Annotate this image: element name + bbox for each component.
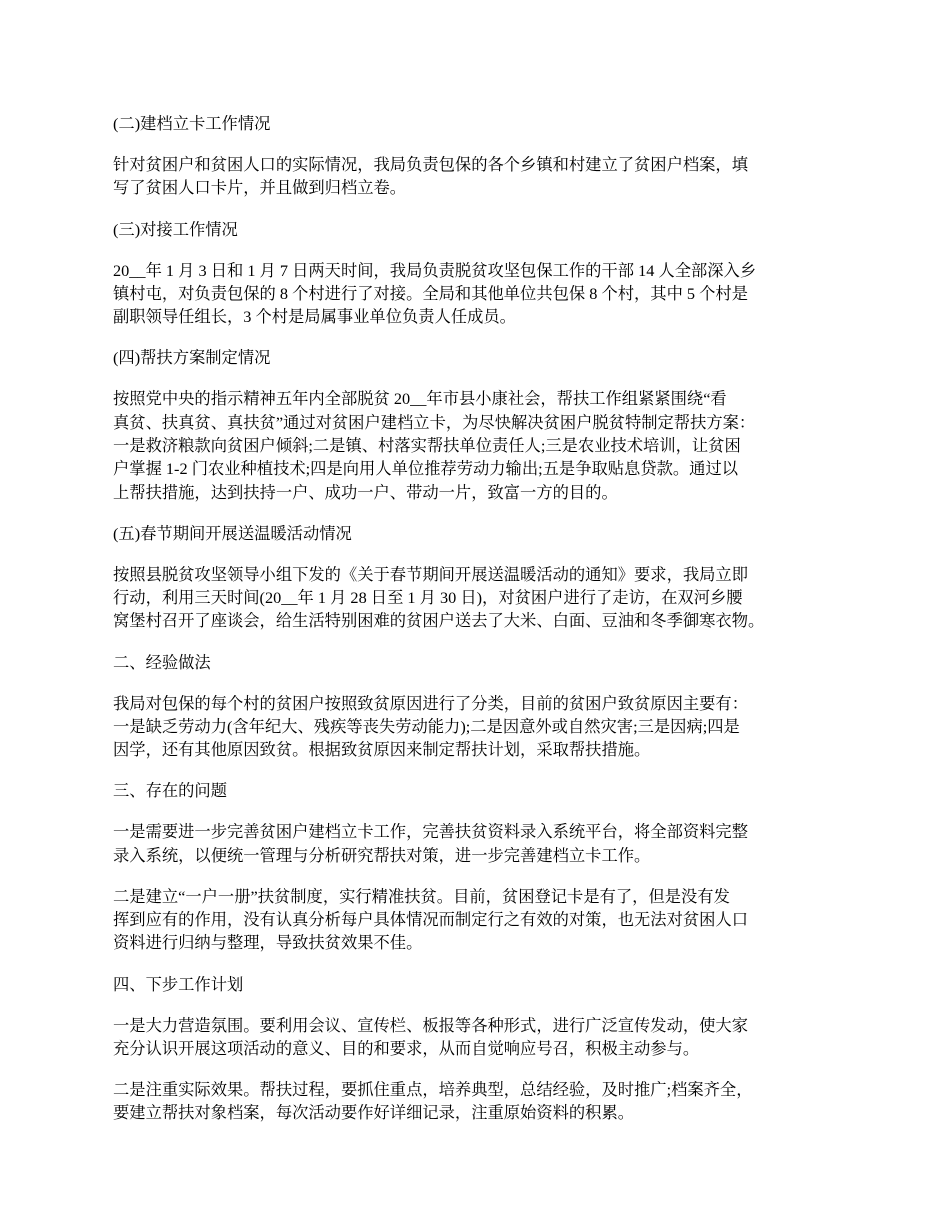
section-heading (113, 112, 853, 135)
text-line: 要建立帮扶对象档案，每次活动要作好详细记录，注重原始资料的积累。 (113, 1103, 635, 1123)
text-line: 按照县脱贫攻坚领导小组下发的《关于春节期间开展送温暖活动的通知》要求，我局立即 (113, 564, 748, 584)
text-line: 资料进行归纳与整理，导致扶贫效果不佳。 (113, 933, 423, 953)
text-line: 二是注重实际效果。帮扶过程，要抓住重点，培养典型，总结经验，及时推广;档案齐全， (113, 1080, 753, 1099)
text-line: 行动，利用三天时间(20__年 1 月 28 日至 1 月 30 日)，对贫困户进行了走访，在双河乡腰 (113, 588, 743, 608)
text-line: 20__年 1 月 3 日和 1 月 7 日两天时间，我局负责脱贫攻坚包保工作的干部 14 人全部深入乡 (113, 260, 757, 280)
heading-text: 二、经验做法 (113, 652, 211, 672)
heading-text: 三、存在的问题 (113, 781, 227, 801)
text-line: 针对贫困户和贫困人口的实际情况，我局负责包保的各个乡镇和村建立了贫困户档案，填 (113, 155, 748, 175)
body-paragraph (113, 387, 853, 503)
section-heading (113, 651, 853, 674)
section-heading (113, 522, 853, 545)
heading-text: (四)帮扶方案制定情况 (113, 348, 271, 368)
section-heading (113, 973, 853, 996)
text-line: 充分认识开展这项活动的意义、目的和要求，从而自觉响应号召，积极主动参与。 (113, 1038, 700, 1058)
text-line: 镇村屯，对负责包保的 8 个村进行了对接。全局和其他单位共包保 8 个村，其中 5 个村是 (113, 283, 748, 303)
text-line: 二是建立“一户一册”扶贫制度，实行精准扶贫。目前，贫困登记卡是有了，但是没有发 (113, 886, 730, 906)
text-line: 窝堡村召开了座谈会，给生活特别困难的贫困户送去了大米、白面、豆油和冬季御寒衣物。 (113, 611, 765, 631)
text-line: 上帮扶措施，达到扶持一户、成功一户、带动一片，致富一方的目的。 (113, 482, 618, 502)
text-line: 一是缺乏劳动力(含年纪大、残疾等丧失劳动能力);二是因意外或自然灾害;三是因病;四是 (113, 716, 740, 736)
body-paragraph (113, 885, 853, 955)
body-paragraph (113, 153, 853, 200)
heading-text: (三)对接工作情况 (113, 219, 238, 239)
heading-text: 四、下步工作计划 (113, 974, 244, 994)
text-line: 挥到应有的作用，没有认真分析每户具体情况而制定行之有效的对策，也无法对贫困人口 (113, 910, 748, 930)
section-heading (113, 779, 853, 802)
text-line: 我局对包保的每个村的贫困户按照致贫原因进行了分类，目前的贫困户致贫原因主要有： (113, 693, 748, 713)
body-paragraph (113, 1078, 853, 1125)
text-line: 一是救济粮款向贫困户倾斜;二是镇、村落实帮扶单位责任人;三是农业技术培训，让贫困 (113, 435, 741, 455)
text-line: 真贫、扶真贫、真扶贫”通过对贫困户建档立卡，为尽快解决贫困户脱贫特制定帮扶方案： (113, 412, 756, 432)
text-line: 录入系统，以便统一管理与分析研究帮扶对策，进一步完善建档立卡工作。 (113, 845, 651, 865)
body-paragraph (113, 692, 853, 762)
text-line: 一是需要进一步完善贫困户建档立卡工作，完善扶贫资料录入系统平台，将全部资料完整 (113, 822, 748, 842)
text-line: 因学，还有其他原因致贫。根据致贫原因来制定帮扶计划，采取帮扶措施。 (113, 740, 651, 760)
section-heading (113, 346, 853, 369)
text-line: 写了贫困人口卡片，并且做到归档立卷。 (113, 178, 407, 198)
body-paragraph (113, 563, 853, 633)
text-line: 按照党中央的指示精神五年内全部脱贫 20__年市县小康社会，帮扶工作组紧紧围绕“看 (113, 389, 727, 409)
heading-text: (五)春节期间开展送温暖活动情况 (113, 523, 352, 543)
section-heading (113, 218, 853, 241)
text-line: 一是大力营造氛围。要利用会议、宣传栏、板报等各种形式，进行广泛宣传发动，使大家 (113, 1015, 748, 1035)
heading-text: (二)建档立卡工作情况 (113, 114, 271, 133)
body-paragraph (113, 1014, 853, 1061)
text-line: 户掌握 1-2 门农业种植技术;四是向用人单位推荐劳动力输出;五是争取贴息贷款。通过以 (113, 459, 739, 479)
text-line: 副职领导任组长，3 个村是局属事业单位负责人任成员。 (113, 307, 516, 327)
body-paragraph (113, 259, 853, 329)
body-paragraph (113, 820, 853, 867)
